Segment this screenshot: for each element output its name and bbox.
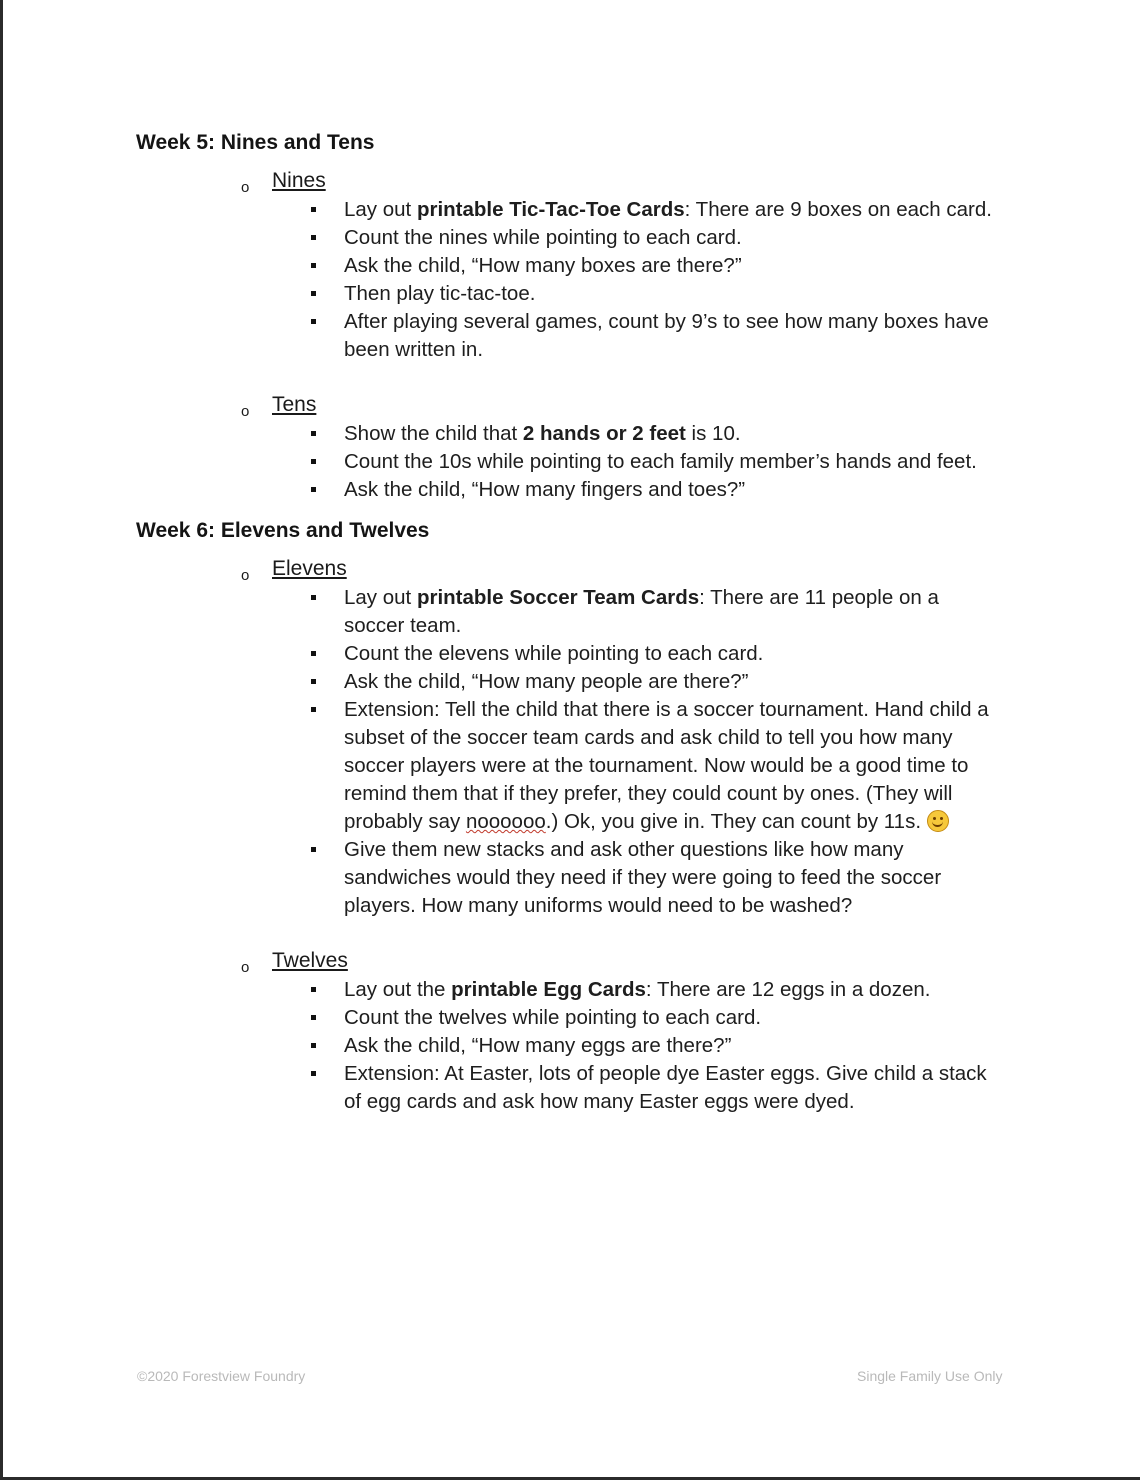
list-item: Give them new stacks and ask other questions like how many sandwiches would they need if they were going to feed the soccer players. How many uniforms would need to be washed? (309, 836, 1004, 920)
week6-heading: Week 6: Elevens and Twelves (136, 519, 430, 542)
twelves-list (242, 976, 1016, 1116)
tens-list (242, 420, 1016, 504)
smiley-face-icon (927, 810, 949, 832)
tens-title (242, 390, 1016, 420)
circle-bullet-icon: o (241, 403, 250, 420)
nines-list (242, 196, 1016, 364)
footer-license: Single Family Use Only (857, 1368, 1003, 1384)
twelves-title (242, 946, 1016, 976)
list-item: Ask the child, “How many eggs are there?” (309, 1032, 1004, 1060)
circle-bullet-icon: o (241, 567, 250, 584)
list-item: Show the child that 2 hands or 2 feet is 10. (309, 420, 1004, 448)
document-body (136, 128, 1016, 1116)
bold-text: printable Tic-Tac-Toe Cards (416, 198, 685, 221)
list-item: Lay out printable Soccer Team Cards: There are 11 people on a soccer team. (309, 584, 1004, 640)
list-item: After playing several games, count by 9’s to see how many boxes have been written in. (309, 308, 1004, 364)
nines-title-text: Nines (272, 169, 326, 192)
elevens-list (242, 584, 1016, 920)
circle-bullet-icon: o (241, 179, 250, 196)
bold-text: printable Egg Cards (451, 978, 646, 1001)
bold-text: 2 hands or 2 feet (522, 422, 686, 445)
list-item: Count the 10s while pointing to each family member’s hands and feet. (309, 448, 1004, 476)
week5-heading: Week 5: Nines and Tens (136, 131, 375, 154)
list-item: Count the elevens while pointing to each card. (309, 640, 1004, 668)
list-item: Count the twelves while pointing to each card. (309, 1004, 1004, 1032)
circle-bullet-icon: o (241, 959, 250, 976)
list-item: Lay out the printable Egg Cards: There are 12 eggs in a dozen. (309, 976, 1004, 1004)
tens-title-text: Tens (272, 393, 317, 416)
section-elevens (242, 554, 1016, 920)
nines-title (242, 166, 1016, 196)
spellcheck-word: noooooo (465, 810, 546, 833)
list-item: Then play tic-tac-toe. (309, 280, 1004, 308)
list-item: Ask the child, “How many fingers and toes?” (309, 476, 1004, 504)
list-item: Extension: At Easter, lots of people dye Easter eggs. Give child a stack of egg cards and ask how many Easter eggs were dyed. (309, 1060, 1004, 1116)
list-item: Ask the child, “How many boxes are there?” (309, 252, 1004, 280)
list-item: Count the nines while pointing to each card. (309, 224, 1004, 252)
footer-copyright: ©2020 Forestview Foundry (137, 1368, 306, 1384)
list-item: Ask the child, “How many people are there?” (309, 668, 1004, 696)
section-nines (242, 166, 1016, 364)
bold-text: printable Soccer Team Cards (416, 586, 700, 609)
elevens-title-text: Elevens (272, 557, 347, 580)
section-twelves (242, 946, 1016, 1116)
elevens-title (242, 554, 1016, 584)
list-item: Extension: Tell the child that there is a soccer tournament. Hand child a subset of the soccer team cards and ask child to tell you how many soccer players were at the tournament. Now would be a good time to remind them that if they prefer, they could count by ones. (They will probably say noooooo.) Ok, you give in. They can count by 11s. (309, 696, 1004, 836)
list-item: Lay out printable Tic-Tac-Toe Cards: There are 9 boxes on each card. (309, 196, 1004, 224)
section-tens (242, 390, 1016, 504)
twelves-title-text: Twelves (272, 949, 348, 972)
